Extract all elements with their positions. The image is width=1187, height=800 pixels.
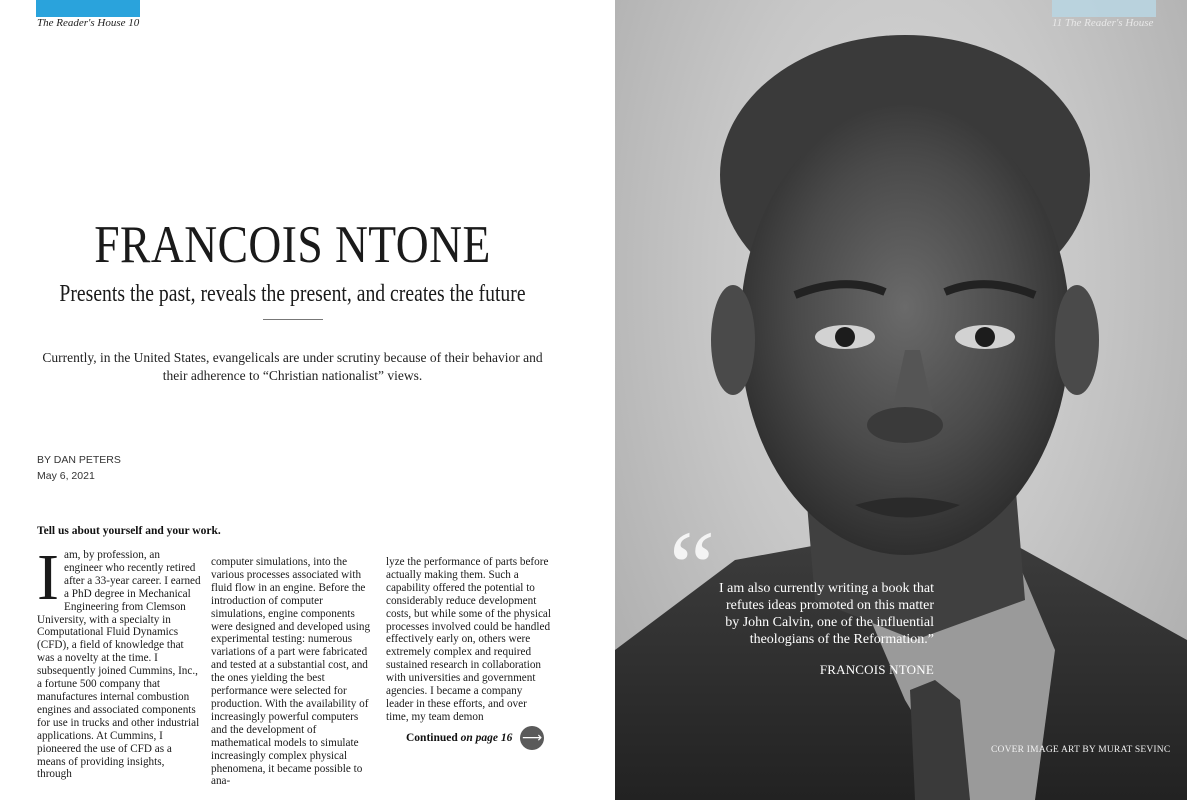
article-subtitle: Presents the past, reveals the present, and creates the future <box>59 281 526 307</box>
drop-cap: I <box>37 541 59 614</box>
interview-question: Tell us about yourself and your work. <box>37 525 221 537</box>
article-deck: Currently, in the United States, evangelicals are under scrutiny because of their behavior and their adherence to “Christian nationalist” views. <box>42 350 543 383</box>
title-divider <box>263 319 323 320</box>
text-column-3: lyze the performance of parts before actually making them. Such a capability offered the potential to considerably reduce development costs, but while some of the physical processes involved could be handled effectively early on, others were extremely complex and required sustained research in collaboration with universities and government agencies. I became a company leader in these efforts, and over time, my team demon <box>386 556 551 723</box>
publish-date: May 6, 2021 <box>37 470 95 482</box>
continued-label: Continued <box>406 732 458 744</box>
text-column-1 <box>37 541 201 781</box>
arrow-right-icon[interactable]: ⟶ <box>520 726 544 750</box>
text-column-2: computer simulations, into the various processes associated with fluid flow in an engine. Before the introduction of computer simulations, engine components were designed and developed using experimental testing: numerous variations of a part were fabricated and tested at a substantial cost, and the ones yielding the best performance were selected for production. With the availability of increasingly powerful computers and the development of mathematical models to simulate increasingly complex physical phenomena, it became possible to ana- <box>211 556 371 788</box>
page-tab <box>36 0 140 17</box>
continued-page: on page 16 <box>460 732 513 744</box>
right-page <box>615 0 1187 800</box>
quote-mark-icon: “ <box>669 510 716 625</box>
pull-quote: I am also currently writing a book that refutes ideas promoted on this matter by John Calvin, one of the influential theologians of the Reformation.” <box>719 581 934 647</box>
running-head: The Reader's House 10 <box>37 17 140 29</box>
article-title: FRANCOIS NTONE <box>94 216 491 274</box>
running-head: 11 The Reader's House <box>1052 17 1154 29</box>
byline: BY DAN PETERS <box>37 454 121 466</box>
column-1-text: am, by profession, an engineer who recently retired after a 33-year career. I earned a PhD degree in Mechanical Engineering from Clemson University, with a specialty in Computational Fluid Dynamics (CFD), a field of knowledge that was a novelty at the time. I subsequently joined Cummins, Inc., a fortune 500 company that manufactures internal combustion engines and associated components for use in trucks and other industrial applications. At Cummins, I pioneered the use of CFD as a means of providing insights, through <box>37 549 201 781</box>
pull-quote-attribution: FRANCOIS NTONE <box>819 662 934 677</box>
portrait-photo <box>615 0 1187 800</box>
continued-link[interactable] <box>406 732 512 744</box>
page-tab <box>1052 0 1156 17</box>
byline-block <box>37 452 121 484</box>
cover-credit: COVER IMAGE ART BY MURAT SEVINC <box>991 745 1171 755</box>
